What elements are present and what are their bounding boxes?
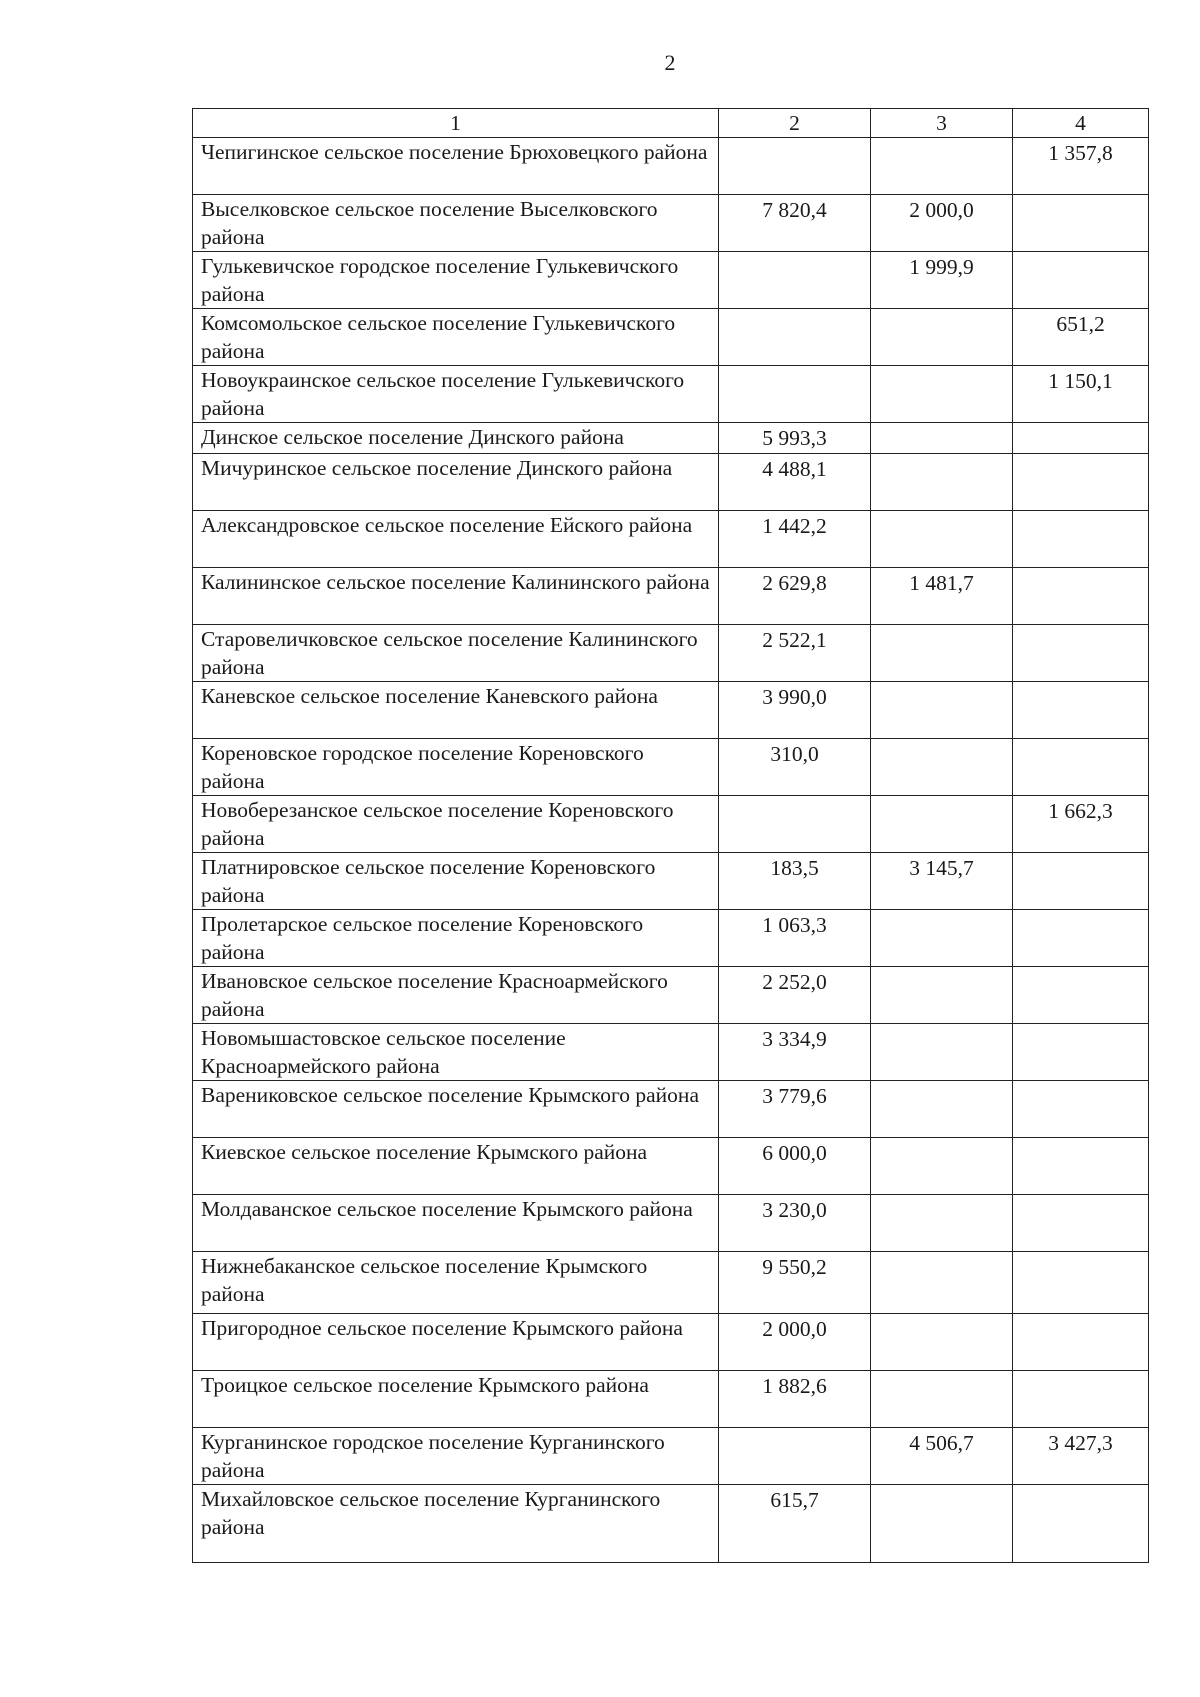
table-row [193, 1195, 1149, 1252]
settlement-name: Мичуринское сельское поселение Динского района [193, 454, 719, 511]
value-col3 [871, 454, 1013, 511]
value-col3: 1 481,7 [871, 568, 1013, 625]
settlement-name: Комсомольское сельское поселение Гулькевичского района [193, 309, 719, 366]
value-col4 [1013, 1371, 1149, 1428]
value-col2 [719, 138, 871, 195]
table-row [193, 967, 1149, 1024]
value-col4 [1013, 423, 1149, 454]
table-row [193, 366, 1149, 423]
column-header: 4 [1013, 109, 1149, 138]
value-col4 [1013, 682, 1149, 739]
allocation-table [192, 108, 1149, 1563]
value-col2 [719, 1428, 871, 1485]
table-row [193, 1252, 1149, 1314]
value-col2: 2 629,8 [719, 568, 871, 625]
settlement-name: Молдаванское сельское поселение Крымского района [193, 1195, 719, 1252]
value-col4 [1013, 625, 1149, 682]
value-col2: 3 990,0 [719, 682, 871, 739]
settlement-name: Новоукраинское сельское поселение Гулькевичского района [193, 366, 719, 423]
value-col3 [871, 511, 1013, 568]
table-row [193, 454, 1149, 511]
value-col2: 1 442,2 [719, 511, 871, 568]
table-row [193, 1428, 1149, 1485]
table-row [193, 511, 1149, 568]
value-col2: 7 820,4 [719, 195, 871, 252]
value-col3 [871, 1081, 1013, 1138]
value-col2: 310,0 [719, 739, 871, 796]
table-row [193, 568, 1149, 625]
settlement-name: Новомышастовское сельское поселение Красноармейского района [193, 1024, 719, 1081]
settlement-name: Гулькевичское городское поселение Гулькевичского района [193, 252, 719, 309]
value-col3 [871, 1485, 1013, 1563]
value-col2: 5 993,3 [719, 423, 871, 454]
value-col2: 615,7 [719, 1485, 871, 1563]
table-row [193, 138, 1149, 195]
value-col3: 4 506,7 [871, 1428, 1013, 1485]
settlement-name: Курганинское городское поселение Курганинского района [193, 1428, 719, 1485]
value-col3: 2 000,0 [871, 195, 1013, 252]
settlement-name: Нижнебаканское сельское поселение Крымского района [193, 1252, 719, 1314]
value-col4 [1013, 1081, 1149, 1138]
value-col3 [871, 1252, 1013, 1314]
value-col2: 4 488,1 [719, 454, 871, 511]
settlement-name: Пролетарское сельское поселение Кореновского района [193, 910, 719, 967]
value-col2: 1 063,3 [719, 910, 871, 967]
value-col2: 183,5 [719, 853, 871, 910]
value-col2: 6 000,0 [719, 1138, 871, 1195]
settlement-name: Троицкое сельское поселение Крымского района [193, 1371, 719, 1428]
value-col3 [871, 910, 1013, 967]
value-col4 [1013, 967, 1149, 1024]
settlement-name: Варениковское сельское поселение Крымского района [193, 1081, 719, 1138]
table-row [193, 739, 1149, 796]
value-col3 [871, 1138, 1013, 1195]
value-col4 [1013, 511, 1149, 568]
value-col3 [871, 1371, 1013, 1428]
table-row [193, 853, 1149, 910]
value-col2 [719, 252, 871, 309]
table-row [193, 796, 1149, 853]
value-col3 [871, 1314, 1013, 1371]
value-col2 [719, 309, 871, 366]
settlement-name: Калининское сельское поселение Калининского района [193, 568, 719, 625]
value-col2: 9 550,2 [719, 1252, 871, 1314]
value-col4 [1013, 568, 1149, 625]
value-col4 [1013, 1252, 1149, 1314]
value-col4 [1013, 195, 1149, 252]
settlement-name: Ивановское сельское поселение Красноармейского района [193, 967, 719, 1024]
value-col2: 1 882,6 [719, 1371, 871, 1428]
value-col2: 2 000,0 [719, 1314, 871, 1371]
column-header: 3 [871, 109, 1013, 138]
table-row [193, 195, 1149, 252]
value-col3: 1 999,9 [871, 252, 1013, 309]
value-col3 [871, 309, 1013, 366]
column-header: 2 [719, 109, 871, 138]
value-col3 [871, 739, 1013, 796]
value-col3 [871, 138, 1013, 195]
table-row [193, 625, 1149, 682]
value-col4 [1013, 910, 1149, 967]
value-col3 [871, 366, 1013, 423]
value-col4 [1013, 853, 1149, 910]
settlement-name: Кореновское городское поселение Кореновского района [193, 739, 719, 796]
value-col2: 2 252,0 [719, 967, 871, 1024]
value-col4 [1013, 1485, 1149, 1563]
value-col3 [871, 967, 1013, 1024]
value-col3 [871, 1195, 1013, 1252]
value-col2: 3 779,6 [719, 1081, 871, 1138]
value-col3 [871, 1024, 1013, 1081]
table-row [193, 1081, 1149, 1138]
value-col3 [871, 423, 1013, 454]
value-col4 [1013, 1314, 1149, 1371]
value-col4 [1013, 739, 1149, 796]
value-col2: 3 334,9 [719, 1024, 871, 1081]
settlement-name: Платнировское сельское поселение Кореновского района [193, 853, 719, 910]
settlement-name: Выселковское сельское поселение Выселковского района [193, 195, 719, 252]
settlement-name: Пригородное сельское поселение Крымского района [193, 1314, 719, 1371]
table-row [193, 910, 1149, 967]
value-col4: 1 150,1 [1013, 366, 1149, 423]
value-col4 [1013, 1024, 1149, 1081]
settlement-name: Михайловское сельское поселение Курганинского района [193, 1485, 719, 1563]
table-row [193, 1138, 1149, 1195]
settlement-name: Чепигинское сельское поселение Брюховецкого района [193, 138, 719, 195]
table-row [193, 1024, 1149, 1081]
settlement-name: Каневское сельское поселение Каневского района [193, 682, 719, 739]
value-col4: 651,2 [1013, 309, 1149, 366]
value-col4 [1013, 454, 1149, 511]
settlement-name: Старовеличковское сельское поселение Калининского района [193, 625, 719, 682]
table-row [193, 682, 1149, 739]
value-col4 [1013, 1195, 1149, 1252]
table-row [193, 423, 1149, 454]
table-row [193, 1485, 1149, 1563]
value-col3 [871, 682, 1013, 739]
value-col2 [719, 796, 871, 853]
value-col4: 1 662,3 [1013, 796, 1149, 853]
settlement-name: Новоберезанское сельское поселение Кореновского района [193, 796, 719, 853]
settlement-name: Александровское сельское поселение Ейского района [193, 511, 719, 568]
value-col4: 3 427,3 [1013, 1428, 1149, 1485]
settlement-name: Динское сельское поселение Динского района [193, 423, 719, 454]
settlement-name: Киевское сельское поселение Крымского района [193, 1138, 719, 1195]
page-number: 2 [664, 50, 676, 75]
table-row [193, 309, 1149, 366]
value-col2: 2 522,1 [719, 625, 871, 682]
value-col4 [1013, 252, 1149, 309]
value-col3: 3 145,7 [871, 853, 1013, 910]
table-row [193, 1371, 1149, 1428]
value-col3 [871, 796, 1013, 853]
value-col4 [1013, 1138, 1149, 1195]
table-row [193, 252, 1149, 309]
value-col4: 1 357,8 [1013, 138, 1149, 195]
header-row [193, 109, 1149, 138]
value-col3 [871, 625, 1013, 682]
column-header: 1 [193, 109, 719, 138]
table-row [193, 1314, 1149, 1371]
value-col2: 3 230,0 [719, 1195, 871, 1252]
value-col2 [719, 366, 871, 423]
